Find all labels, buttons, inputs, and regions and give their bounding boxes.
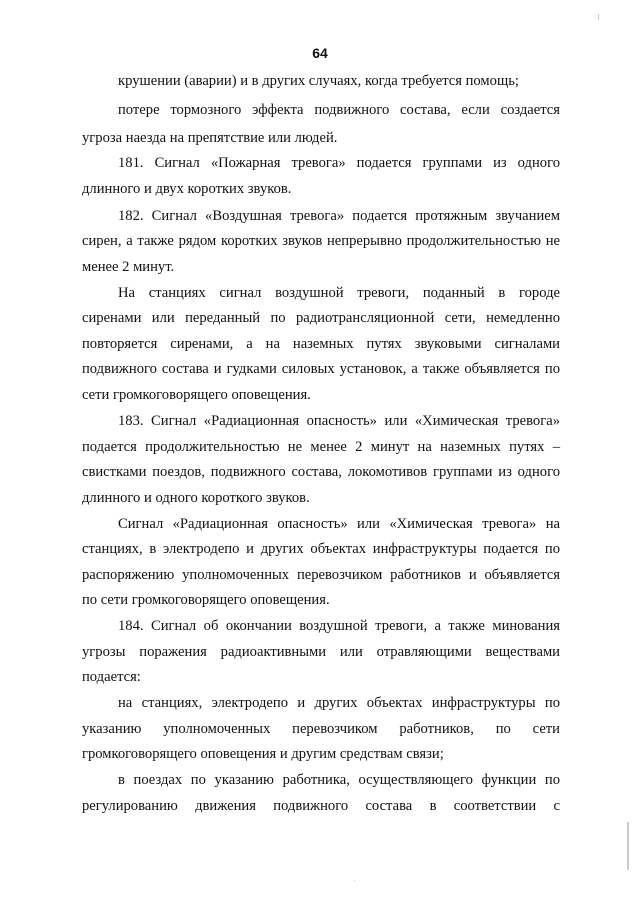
text-line: распоряжению уполномоченных перевозчиком работников и объявляется <box>82 567 560 583</box>
page-number: 64 <box>312 45 328 61</box>
text-line: сирен, а также рядом коротких звуков непрерывно продолжительностью не <box>82 233 560 249</box>
scan-speck <box>354 880 355 881</box>
text-line: крушении (аварии) и в других случаях, когда требуется помощь; <box>118 73 519 89</box>
text-line: в поездах по указанию работника, осуществляющего функции по <box>118 772 560 788</box>
text-line: подается: <box>82 669 141 685</box>
text-line: по сети громкоговорящего оповещения. <box>82 592 330 608</box>
text-line: 184. Сигнал об окончании воздушной тревоги, а также минования <box>118 618 560 634</box>
text-line: сиренами или переданный по радиотрансляционной сети, немедленно <box>82 310 560 326</box>
scan-edge-mark <box>627 822 629 870</box>
text-line: угроза наезда на препятствие или людей. <box>82 130 338 146</box>
text-line: угрозы поражения радиоактивными или отравляющими веществами <box>82 644 560 660</box>
text-line: На станциях сигнал воздушной тревоги, поданный в городе <box>118 285 560 301</box>
text-line: 183. Сигнал «Радиационная опасность» или «Химическая тревога» <box>118 413 560 429</box>
text-line: 182. Сигнал «Воздушная тревога» подается протяжным звучанием <box>118 208 560 224</box>
text-line: свистками поездов, подвижного состава, локомотивов группами из одного <box>82 464 560 480</box>
text-line: потере тормозного эффекта подвижного состава, если создается <box>118 102 560 118</box>
text-line: подвижного состава и гудками силовых установок, а также объявляется по <box>82 361 560 377</box>
text-line: громкоговорящего оповещения и другим средствам связи; <box>82 746 444 762</box>
text-line: длинного и одного короткого звуков. <box>82 490 310 506</box>
text-line: станциях, в электродепо и других объектах инфраструктуры подается по <box>82 541 560 557</box>
text-line: повторяется сиренами, а на наземных путях звуковыми сигналами <box>82 336 560 352</box>
scan-speck <box>598 14 599 20</box>
text-line: длинного и двух коротких звуков. <box>82 181 292 197</box>
text-line: регулированию движения подвижного состава в соответствии с <box>82 798 560 814</box>
text-line: на станциях, электродепо и других объектах инфраструктуры по <box>118 695 560 711</box>
text-line: 181. Сигнал «Пожарная тревога» подается группами из одного <box>118 155 560 171</box>
text-line: указанию уполномоченных перевозчиком работников, по сети <box>82 721 560 737</box>
text-line: подается продолжительностью не менее 2 минут на наземных путях – <box>82 439 560 455</box>
text-line: сети громкоговорящего оповещения. <box>82 387 311 403</box>
text-line: менее 2 минут. <box>82 259 175 275</box>
text-line: Сигнал «Радиационная опасность» или «Химическая тревога» на <box>118 516 560 532</box>
